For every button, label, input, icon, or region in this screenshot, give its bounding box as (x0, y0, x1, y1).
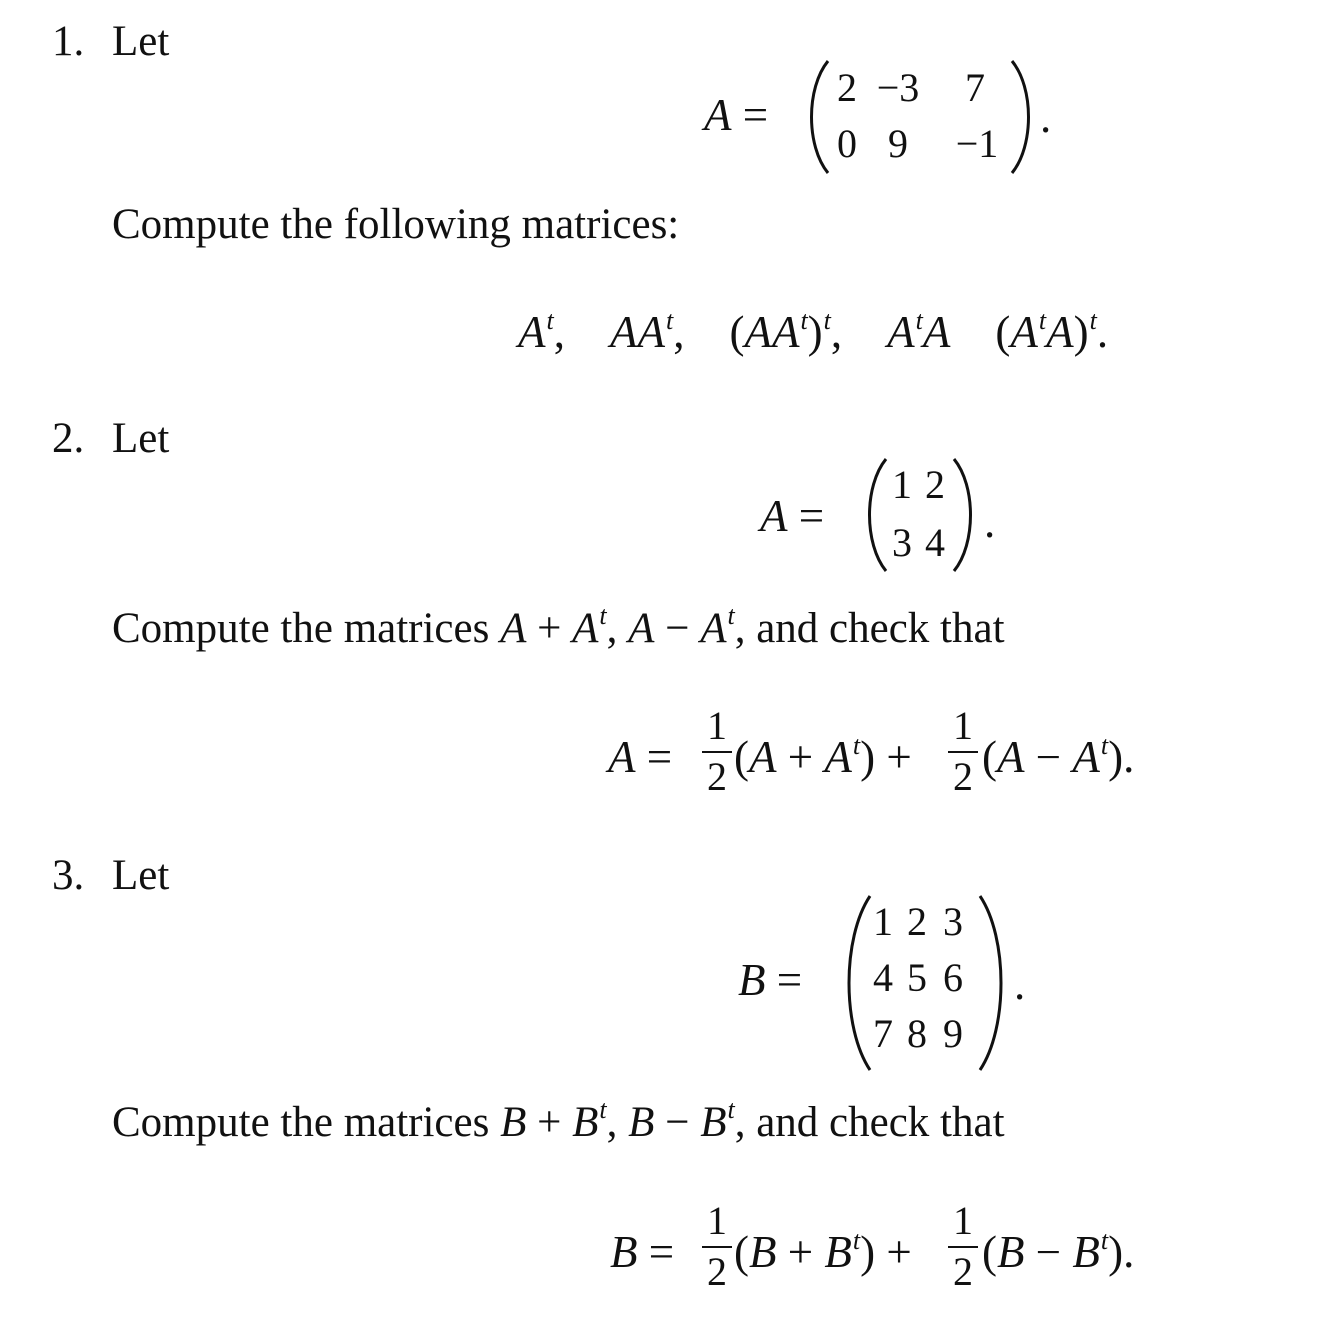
right-paren (976, 893, 1012, 1073)
matrix-cell: 2 (837, 65, 857, 110)
half-fraction: 1 2 (948, 706, 978, 797)
matrix-cell: 8 (907, 1011, 927, 1056)
problem-3-intro: Let (112, 852, 170, 899)
matrix-cell: 6 (943, 955, 963, 1000)
matrix-cell: −1 (955, 121, 999, 166)
matrix-cell: 2 (907, 899, 927, 944)
problem-1-number: 1. (52, 18, 85, 65)
problem-2-instruction: Compute the matrices $A + A^t$, $A - A^t$, and check that (112, 601, 1005, 652)
matrix-cell: 2 (925, 462, 945, 507)
matrix-cell: −3 (876, 65, 920, 110)
matrix-cell: 5 (907, 955, 927, 1000)
matrix-cell: 9 (888, 121, 908, 166)
matrix-name: B (738, 955, 766, 1005)
half-fraction: 1 2 (702, 1201, 732, 1292)
matrix-cell: 4 (925, 520, 945, 565)
half-fraction: 1 2 (702, 706, 732, 797)
matrix-cell: 1 (873, 899, 893, 944)
problem-2-intro: Let (112, 415, 170, 462)
problem-2-number: 2. (52, 415, 85, 462)
matrix-cell: 7 (965, 65, 985, 110)
matrix-name: A (760, 491, 788, 541)
matrix-cell: 1 (892, 462, 912, 507)
left-paren (802, 58, 832, 176)
half-fraction: 1 2 (948, 1201, 978, 1292)
problem-1-instruction: Compute the following matrices: (112, 201, 680, 248)
matrix-cell: 3 (892, 520, 912, 565)
matrix-name: A (704, 90, 732, 140)
matrix-cell: 0 (837, 121, 857, 166)
right-paren (1008, 58, 1038, 176)
matrix-cell: 9 (943, 1011, 963, 1056)
matrix-cell: 7 (873, 1011, 893, 1056)
problem-3-instruction: Compute the matrices $B + B^t$, $B - B^t$, and check that (112, 1095, 1005, 1146)
matrix-cell: 3 (943, 899, 963, 944)
problem-1-expression-list: $A^t$, $AA^t$, $(AA^t)^t$, $A^tA$ $(A^tA)^t$. (518, 306, 1109, 357)
matrix-cell: 4 (873, 955, 893, 1000)
problem-1-intro: Let (112, 18, 170, 65)
right-paren (950, 456, 980, 574)
left-paren (860, 456, 890, 574)
problem-3-number: 3. (52, 852, 85, 899)
